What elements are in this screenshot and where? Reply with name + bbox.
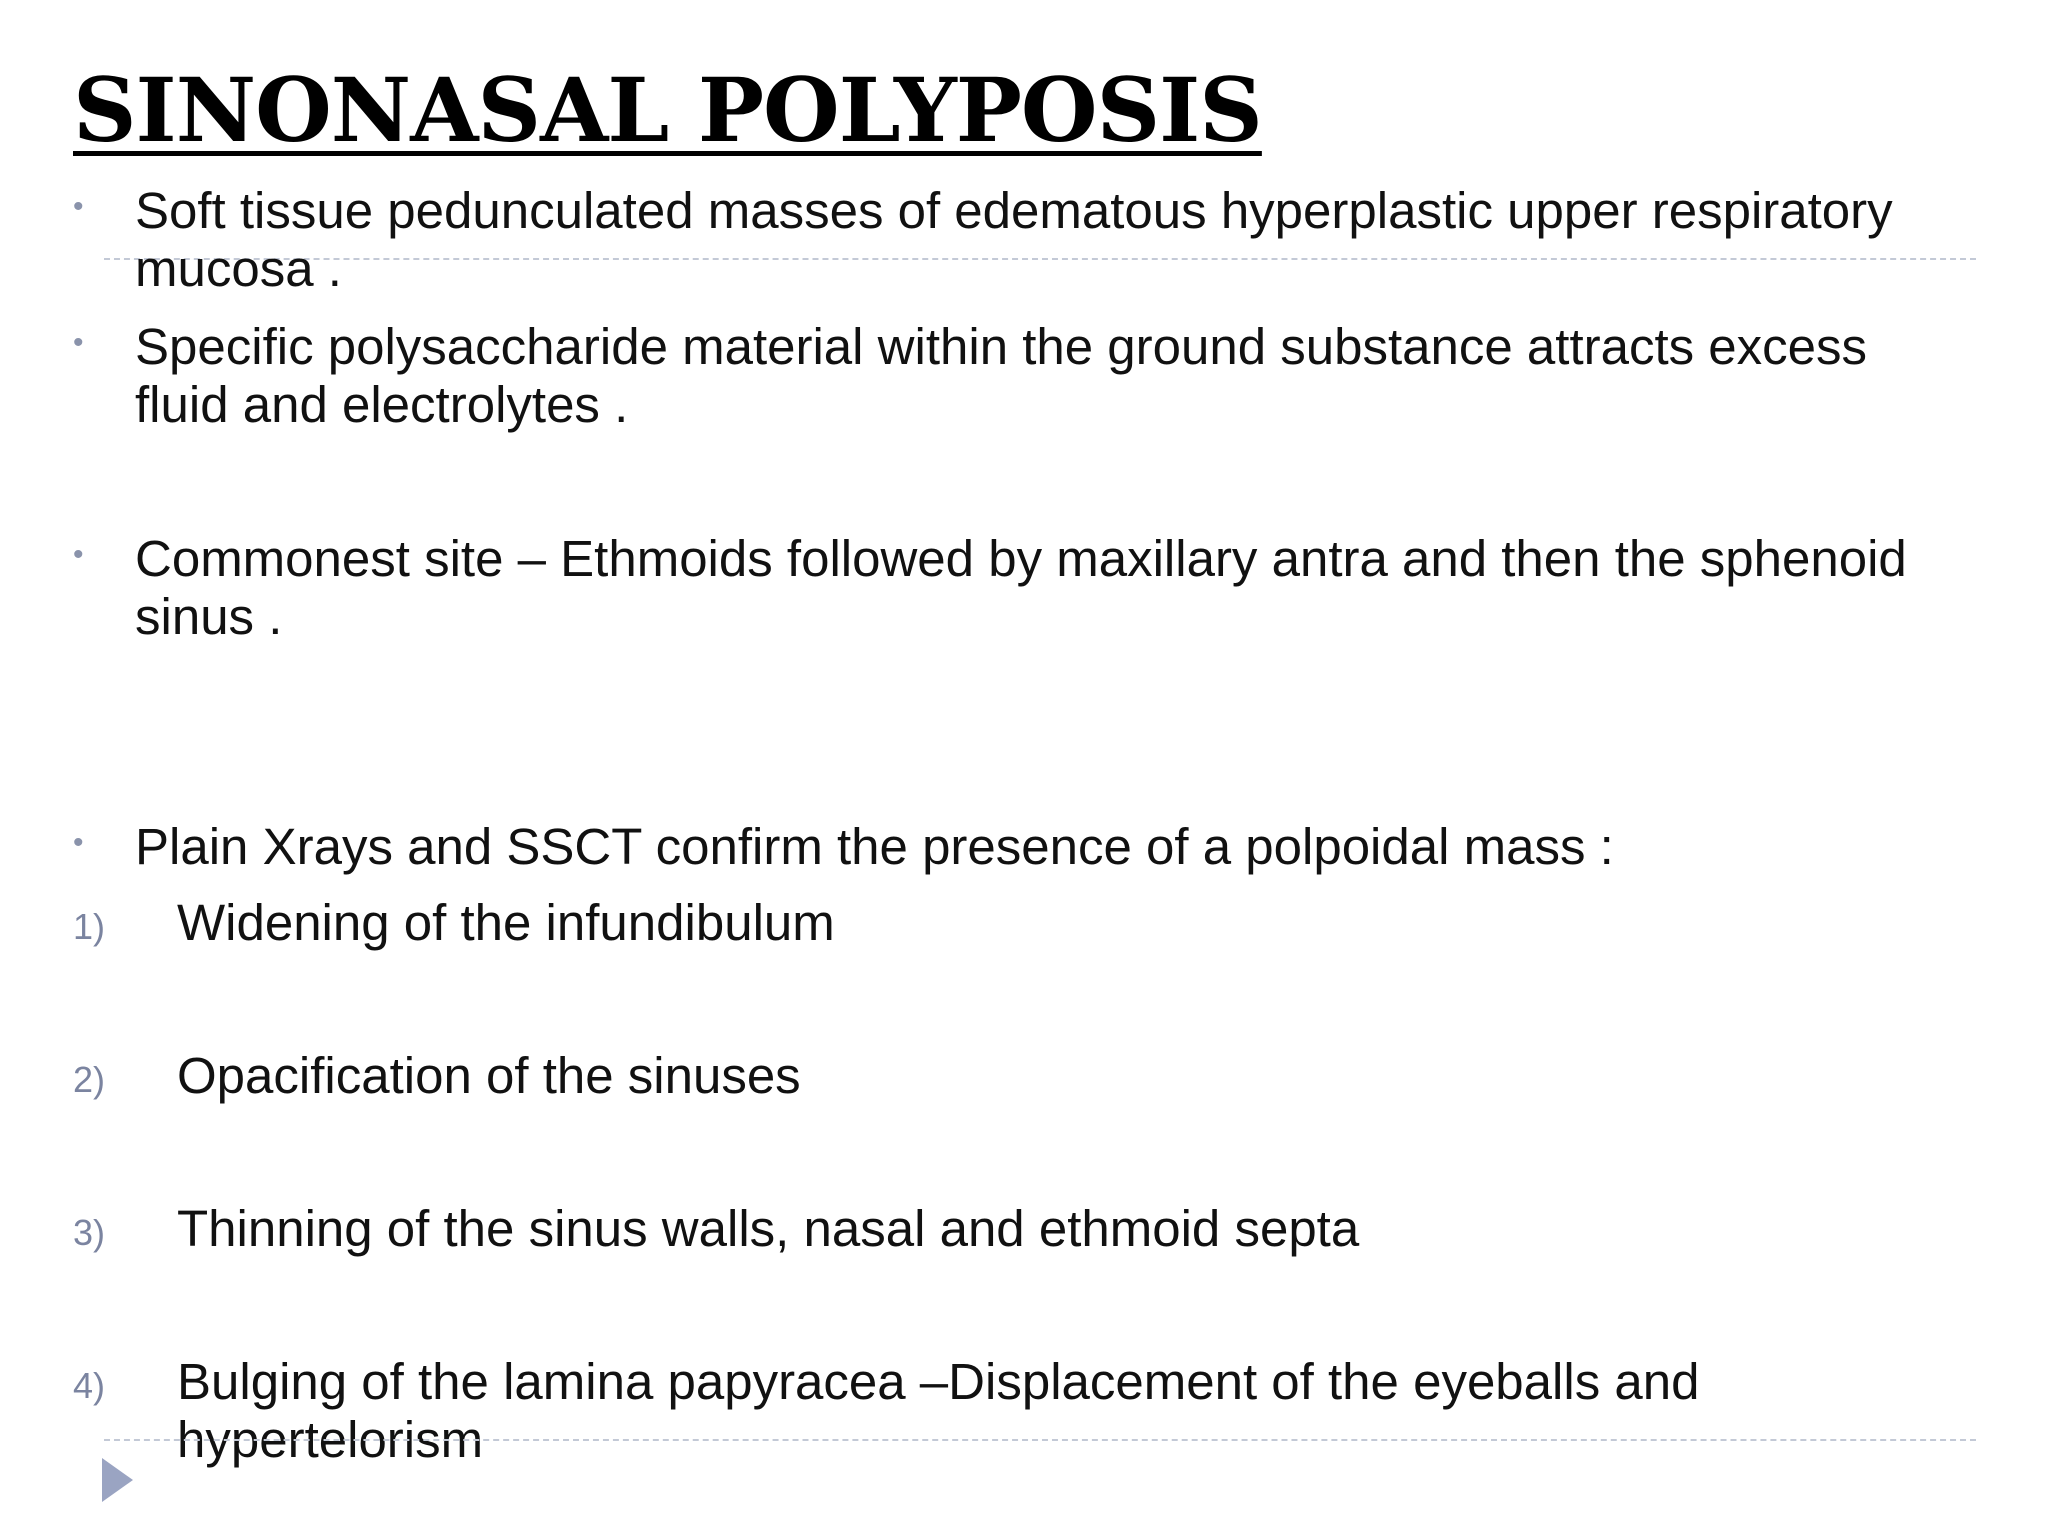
bullet-marker: • (73, 326, 84, 359)
bullet-marker: • (73, 538, 84, 571)
play-arrow-icon[interactable] (102, 1458, 133, 1502)
bullet-marker: • (73, 826, 84, 859)
footer-divider (104, 1439, 1976, 1441)
numbered-marker: 4) (73, 1365, 106, 1406)
bullet-text: Commonest site – Ethmoids followed by maxillary antra and then the sphenoid sinus . (135, 530, 1907, 645)
numbered-text: Thinning of the sinus walls, nasal and ethmoid septa (177, 1200, 1360, 1257)
numbered-marker: 2) (73, 1059, 106, 1100)
numbered-text: Bulging of the lamina papyracea –Displacement of the eyeballs and hypertelorism (177, 1353, 1700, 1468)
numbered-marker: 1) (73, 906, 106, 947)
bullet-text: Plain Xrays and SSCT confirm the presence of a polpoidal mass : (135, 818, 1614, 875)
numbered-marker: 3) (73, 1212, 106, 1253)
bullet-text: Specific polysaccharide material within the ground substance attracts excess fluid and electrolytes . (135, 318, 1868, 433)
numbered-text: Widening of the infundibulum (177, 894, 835, 951)
numbered-text: Opacification of the sinuses (177, 1047, 801, 1104)
bullet-text: Soft tissue pedunculated masses of edematous hyperplastic upper respiratory mucosa . (135, 182, 1893, 297)
slide-title: SINONASAL POLYPOSIS (73, 58, 1262, 162)
bullet-marker: • (73, 190, 84, 223)
